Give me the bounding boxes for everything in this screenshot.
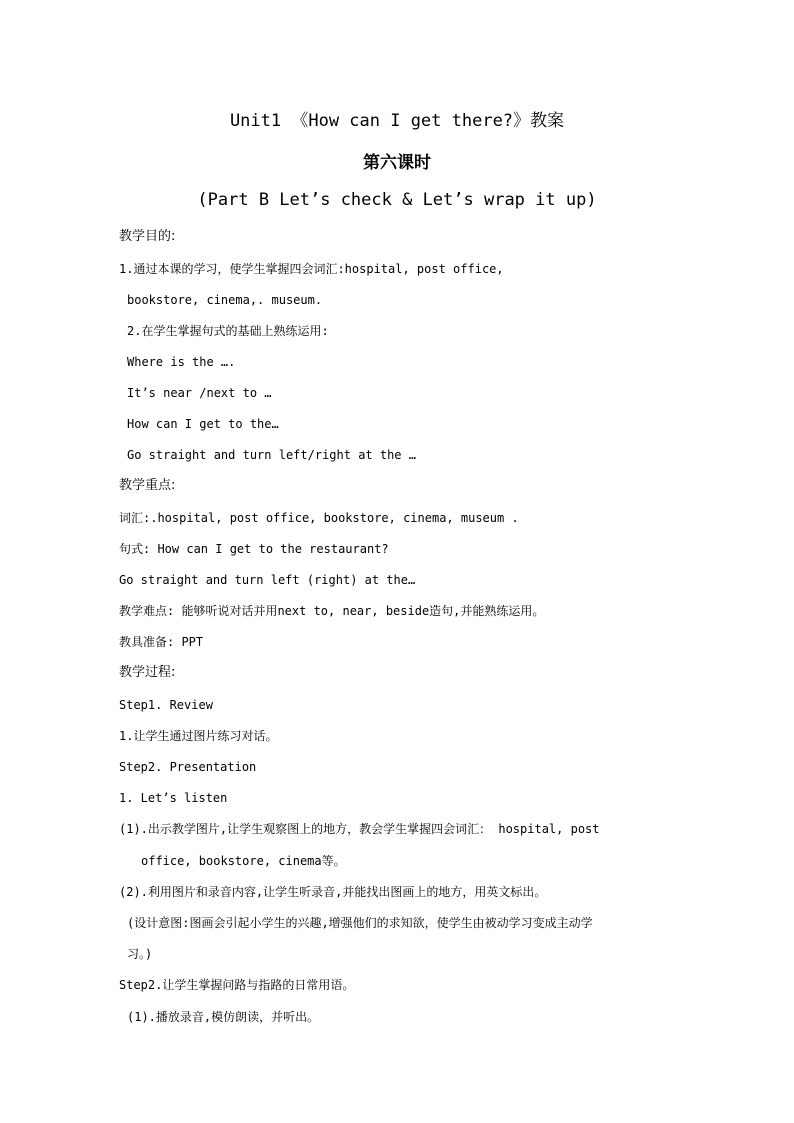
unit-title: Unit1 《How can I get there?》教案 <box>229 111 565 131</box>
lesson-part: (Part B Let’s check & Let’s wrap it up) <box>197 190 597 210</box>
sentence-pattern-2: It’s near /next to … <box>127 386 272 400</box>
listen-step-2: (2).利用图片和录音内容,让学生听录音,并能找出图画上的地方，用英文标出。 <box>119 885 547 899</box>
section-key-points: 教学重点: <box>119 478 176 493</box>
key-sentence: 句式: How can I get to the restaurant? <box>119 542 389 556</box>
design-intent-cont: 习。) <box>127 947 153 961</box>
key-sentence-2: Go straight and turn left (right) at the… <box>119 573 416 587</box>
step2-directions: Step2.让学生掌握问路与指路的日常用语。 <box>119 978 355 992</box>
step1-item: 1.让学生通过图片练习对话。 <box>119 729 278 743</box>
directions-step-1: (1).播放录音,模仿朗读，并听出。 <box>127 1010 320 1024</box>
section-difficulties: 教学难点: 能够听说对话并用next to, near, beside造句,并能熟练运用。 <box>119 604 545 618</box>
key-vocabulary: 词汇:.hospital, post office, bookstore, cinema, museum . <box>119 511 519 525</box>
design-intent: (设计意图:图画会引起小学生的兴趣,增强他们的求知欲，使学生由被动学习变成主动学 <box>127 916 593 930</box>
step1-heading: Step1. Review <box>119 698 213 712</box>
objective-1: 1.通过本课的学习，使学生掌握四会词汇:hospital, post office, <box>119 262 504 276</box>
sentence-pattern-3: How can I get to the… <box>127 417 279 431</box>
objective-2: 2.在学生掌握句式的基础上熟练运用: <box>127 324 329 338</box>
step2-heading: Step2. Presentation <box>119 760 257 774</box>
sentence-pattern-1: Where is the …. <box>127 355 236 369</box>
lets-listen: 1. Let’s listen <box>119 791 228 805</box>
section-process: 教学过程: <box>119 665 176 680</box>
lesson-number: 第六课时 <box>363 153 431 173</box>
sentence-pattern-4: Go straight and turn left/right at the … <box>127 448 416 462</box>
listen-step-1-cont: office, bookstore, cinema等。 <box>141 854 346 868</box>
section-materials: 教具准备: PPT <box>119 635 204 649</box>
objective-1-cont: bookstore, cinema,. museum. <box>127 293 323 307</box>
listen-step-1: (1).出示教学图片,让学生观察图上的地方，教会学生掌握四会词汇： hospital, post <box>119 822 600 836</box>
section-objectives: 教学目的: <box>119 229 176 244</box>
